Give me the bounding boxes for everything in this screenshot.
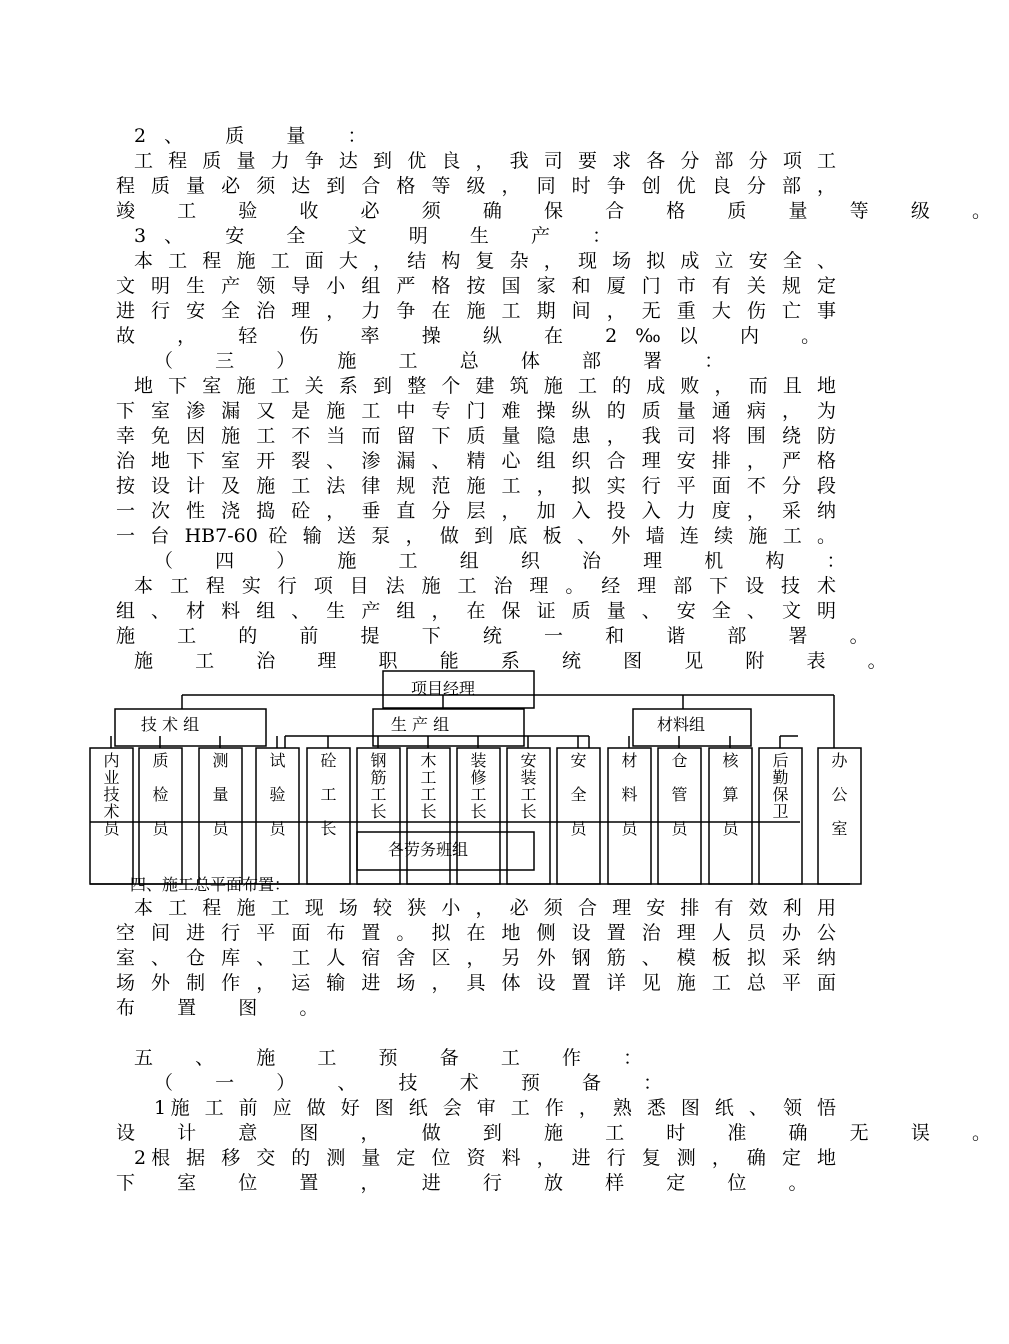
text-line: 下 室 渗 漏 又 是 施 工 中 专 门 难 操 纵 的 质 量 通 病 ， 为 (116, 400, 836, 422)
text-line: 1施 工 前 应 做 好 图 纸 会 审 工 作 ， 熟 悉 图 纸 、 领 悟 (154, 1097, 836, 1119)
position-label: 办公室 (831, 751, 848, 838)
text-line: 布 置 图 。 (116, 997, 337, 1019)
position-label: 后勤保卫 (772, 751, 789, 821)
position-label: 核算员 (722, 751, 739, 838)
text-line: （ 四 ） 施 工 组 织 治 理 机 构 ： (154, 550, 864, 572)
text-line: 2根 据 移 交 的 测 量 定 位 资 料 ， 进 行 复 测 ， 确 定 地 (134, 1147, 836, 1169)
text-line: （ 三 ） 施 工 总 体 部 署 ： (154, 350, 742, 372)
text-line: 本 工 程 施 工 现 场 较 狭 小 ， 必 须 合 理 安 排 有 效 利 用 (134, 897, 836, 919)
position-label: 钢筋工长 (370, 751, 387, 821)
text-line: 幸 免 因 施 工 不 当 而 留 下 质 量 隐 患 ， 我 司 将 围 绕 防 (116, 425, 836, 447)
text-line: 五 、 施 工 预 备 工 作 ： (134, 1047, 661, 1069)
text-line: 故 ， 轻 伤 率 操 纵 在 2‰以 内 。 (116, 325, 839, 347)
text-line: 一 次 性 浇 捣 砼 ， 垂 直 分 层 ， 加 入 投 入 力 度 ， 采 纳 (116, 500, 836, 522)
overlap-heading: 四、施工总平面布置： (130, 875, 291, 894)
position-label: 测量员 (212, 751, 229, 838)
text-line: 治 地 下 室 开 裂 、 渗 漏 、 精 心 组 织 合 理 安 排 ， 严 格 (116, 450, 836, 472)
position-label: 木工工长 (420, 751, 437, 821)
text-line: 本 工 程 施 工 面 大 ， 结 构 复 杂 ， 现 场 拟 成 立 安 全 、 (134, 250, 836, 272)
manager-label: 项目经理 (410, 679, 476, 698)
group-label: 技 术 组 (140, 715, 200, 734)
position-label: 安全员 (570, 751, 587, 838)
text-line: 按 设 计 及 施 工 法 律 规 范 施 工 ， 拟 实 行 平 面 不 分 段 (116, 475, 836, 497)
text-line: 地 下 室 施 工 关 系 到 整 个 建 筑 施 工 的 成 败 ， 而 且 地 (134, 375, 836, 397)
text-line: 施 工 治 理 职 能 系 统 图 见 附 表 。 (134, 650, 905, 672)
position-label: 材料员 (621, 751, 638, 838)
text-line: 室 、 仓 库 、 工 人 宿 舍 区 ， 另 外 钢 筋 、 模 板 拟 采 纳 (116, 947, 836, 969)
text-line: 设 计 意 图 ， 做 到 施 工 时 准 确 无 误 。 (116, 1122, 1009, 1144)
text-line: 场 外 制 作 ， 运 输 进 场 ， 具 体 设 置 详 见 施 工 总 平 面 (116, 972, 836, 994)
text-line: 本 工 程 实 行 项 目 法 施 工 治 理 。 经 理 部 下 设 技 术 (134, 575, 836, 597)
text-line: 2、 质 量 ： (134, 125, 385, 147)
labor-label: 各劳务班组 (387, 840, 469, 859)
text-line: 空 间 进 行 平 面 布 置 。 拟 在 地 侧 设 置 治 理 人 员 办 公 (116, 922, 836, 944)
text-line: 程 质 量 必 须 达 到 合 格 等 级 ， 同 时 争 创 优 良 分 部 ， (116, 175, 836, 197)
group-label: 材料组 (656, 715, 706, 734)
text-line: 下 室 位 置 ， 进 行 放 样 定 位 。 (116, 1172, 826, 1194)
text-line: 进 行 安 全 治 理 ， 力 争 在 施 工 期 间 ， 无 重 大 伤 亡 事 (116, 300, 836, 322)
text-line: 竣 工 验 收 必 须 确 保 合 格 质 量 等 级 。 (116, 200, 1009, 222)
position-label: 内业技术员 (103, 751, 120, 838)
position-label: 装修工长 (470, 751, 487, 821)
position-label: 安装工长 (520, 751, 537, 821)
text-line: 施 工 的 前 提 下 统 一 和 谐 部 署 。 (116, 625, 887, 647)
position-label: 砼工长 (320, 751, 337, 838)
position-label: 试验员 (269, 751, 286, 838)
text-line: （ 一 ） 、 技 术 预 备 ： (154, 1072, 681, 1094)
text-line: 文 明 生 产 领 导 小 组 严 格 按 国 家 和 厦 门 市 有 关 规 定 (116, 275, 836, 297)
group-label: 生 产 组 (390, 715, 450, 734)
position-label: 仓管员 (671, 751, 688, 838)
text-line: 组 、 材 料 组 、 生 产 组 ， 在 保 证 质 量 、 安 全 、 文 明 (116, 600, 836, 622)
text-line: 工 程 质 量 力 争 达 到 优 良 ， 我 司 要 求 各 分 部 分 项 工 (134, 150, 836, 172)
text-line: 3、 安 全 文 明 生 产 ： (134, 225, 630, 247)
position-label: 质检员 (152, 751, 169, 838)
text-line: 一 台 HB7-60 砼 输 送 泵 ， 做 到 底 板 、 外 墙 连 续 施 工 。 (116, 525, 836, 547)
